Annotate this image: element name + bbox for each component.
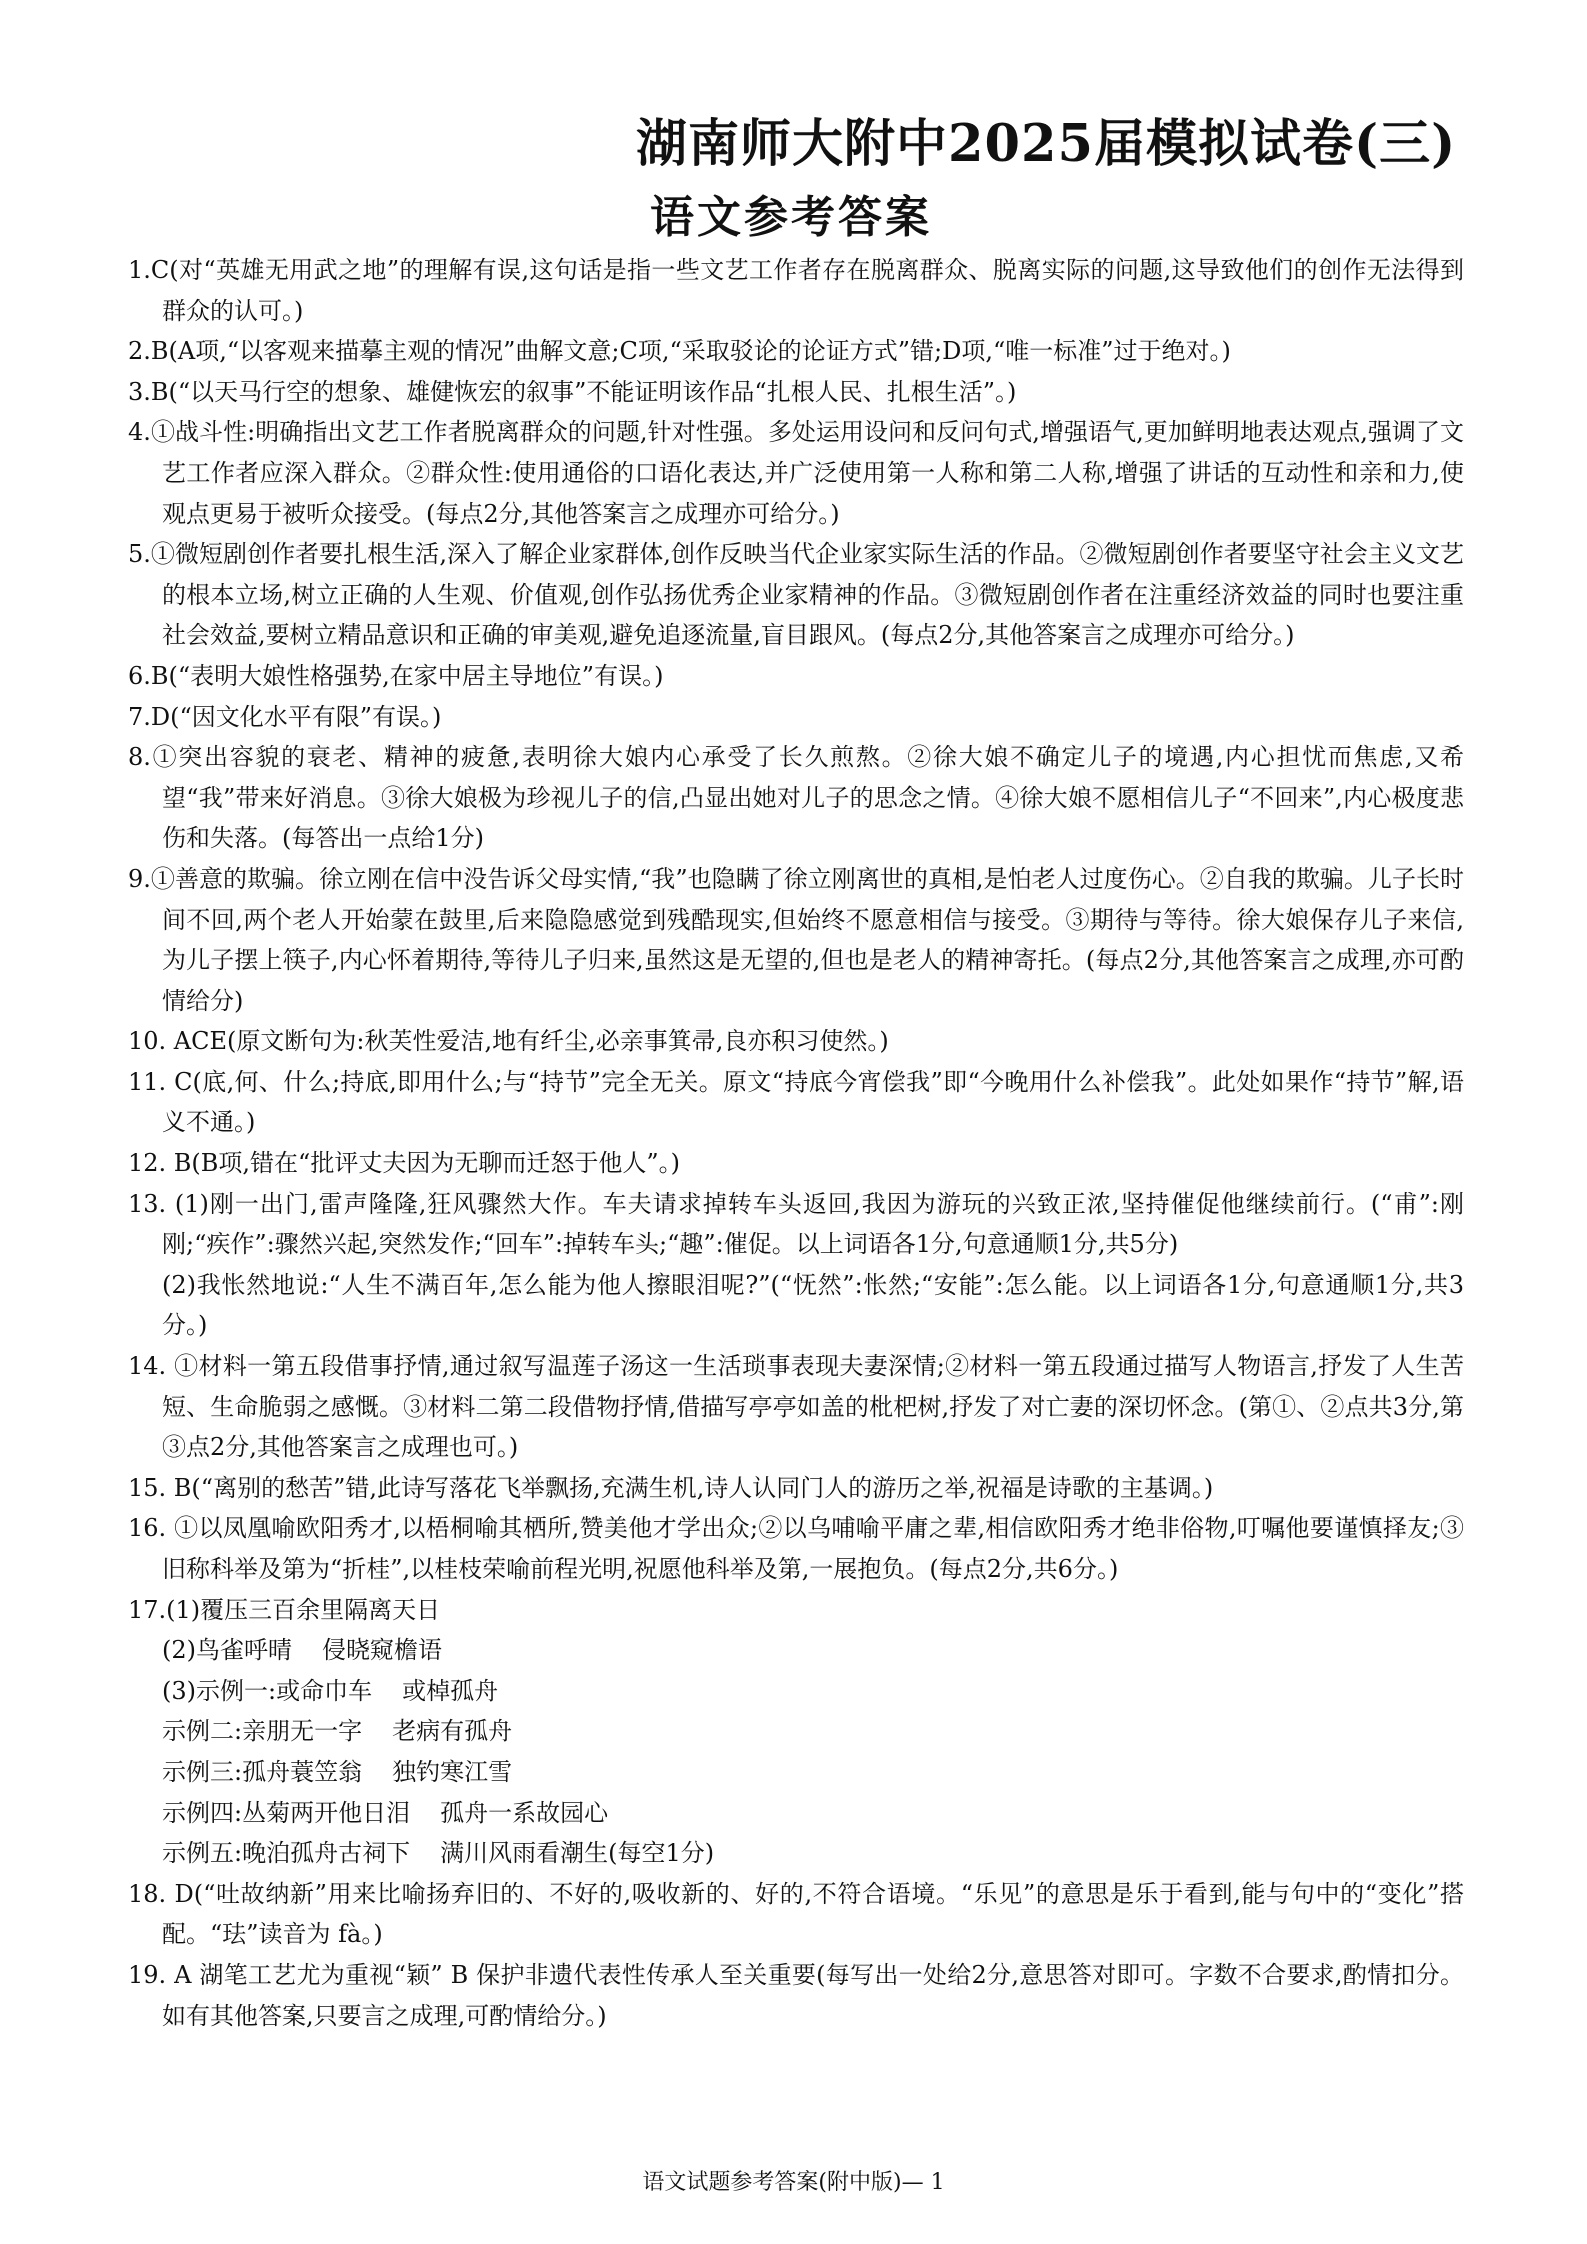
answer-item-14: 14. ①材料一第五段借事抒情,通过叙写温莲子汤这一生活琐事表现夫妻深情;②材料一第五段通过描写人物语言,抒发了人生苦短、生命脆弱之感慨。③材料二第二段借物抒情,借描写亭亭如盖的枇杷树,抒发了对亡妻的深切怀念。(第①、②点共3分,第③点2分,其他答案言之成理也可。) [128, 1352, 1464, 1462]
answer-item-5: 5.①微短剧创作者要扎根生活,深入了解企业家群体,创作反映当代企业家实际生活的作品。②微短剧创作者要坚守社会主义文艺的根本立场,树立正确的人生观、价值观,创作弘扬优秀企业家精神的作品。③微短剧创作者在注重经济效益的同时也要注重社会效益,要树立精品意识和正确的审美观,避免追逐流量,盲目跟风。(每点2分,其他答案言之成理亦可给分。) [128, 540, 1464, 650]
answer-item-11: 11. C(底,何、什么;持底,即用什么;与“持节”完全无关。原文“持底今宵偿我”即“今晚用什么补偿我”。此处如果作“持节”解,语义不通。) [128, 1067, 1464, 1137]
answer-item-8: 8.①突出容貌的衰老、精神的疲惫,表明徐大娘内心承受了长久煎熬。②徐大娘不确定儿子的境遇,内心担忧而焦虑,又希望“我”带来好消息。③徐大娘极为珍视儿子的信,凸显出她对儿子的思念之情。④徐大娘不愿相信儿子“不回来”,内心极度悲伤和失落。(每答出一点给1分) [128, 743, 1464, 853]
answer-17-line-1-a: (1)覆压三百余里 [166, 1595, 345, 1624]
answer-17-line-7-a: 示例五:晚泊孤舟古祠下 [162, 1839, 411, 1868]
answer-17-line-4-b: 老病有孤舟 [392, 1717, 513, 1746]
answer-item-2: 2.B(A项,“以客观来描摹主观的情况”曲解文意;C项,“采取驳论的论证方式”错;D项,“唯一标准”过于绝对。) [128, 337, 1231, 366]
answer-item-17 [128, 1590, 1464, 1874]
answer-item-6: 6.B(“表明大娘性格强势,在家中居主导地位”有误。) [128, 661, 664, 690]
page-footer: 语文试题参考答案(附中版)— 1 [642, 2170, 945, 2195]
answer-item-16: 16. ①以凤凰喻欧阳秀才,以梧桐喻其栖所,赞美他才学出众;②以乌哺喻平庸之辈,相信欧阳秀才绝非俗物,叮嘱他要谨慎择友;③旧称科举及第为“折桂”,以桂枝荣喻前程光明,祝愿他科举及第,一展抱负。(每点2分,共6分。) [128, 1514, 1464, 1583]
answer-item-10: 10. ACE(原文断句为:秋芙性爱洁,地有纤尘,必亲事箕帚,良亦积习使然。) [128, 1027, 889, 1056]
answer-item-3: 3.B(“以天马行空的想象、雄健恢宏的叙事”不能证明该作品“扎根人民、扎根生活”。) [128, 377, 1017, 406]
answer-17-number: 17. [128, 1595, 167, 1624]
answer-17-line-2-b: 侵晓窥檐语 [322, 1636, 442, 1665]
answer-17-line-6-a: 示例四:丛菊两开他日泪 [162, 1798, 411, 1827]
answer-17-line-3-b: 或棹孤舟 [402, 1676, 499, 1705]
answer-17-line-7-b: 满川风雨看潮生(每空1分) [440, 1839, 715, 1868]
answer-17-line-5-a: 示例三:孤舟蓑笠翁 [162, 1757, 363, 1786]
answer-key-title: 语文参考答案 [650, 192, 932, 243]
answer-item-15: 15. B(“离别的愁苦”错,此诗写落花飞举飘扬,充满生机,诗人认同门人的游历之举,祝福是诗歌的主基调。) [128, 1473, 1214, 1502]
answer-item-17-line-1 [128, 1590, 1464, 1631]
answer-item-13-part1: 13. (1)刚一出门,雷声隆隆,狂风骤然大作。车夫请求掉转车头返回,我因为游玩的兴致正浓,坚持催促他继续前行。(“甫”:刚刚;“疾作”:骤然兴起,突然发作;“回车”:掉转车头;“趣”:催促。以上词语各1分,句意通顺1分,共5分) [128, 1189, 1464, 1259]
answer-item-18: 18. D(“吐故纳新”用来比喻扬弃旧的、不好的,吸收新的、好的,不符合语境。“乐见”的意思是乐于看到,能与句中的“变化”搭配。“珐”读音为 fà。) [128, 1879, 1464, 1949]
answer-list [128, 250, 1464, 2036]
answer-item-7: 7.D(“因文化水平有限”有误。) [128, 702, 442, 731]
answer-17-line-4-a: 示例二:亲朋无一字 [162, 1717, 363, 1746]
answer-item-17-line-6 [128, 1793, 1464, 1834]
answer-item-17-line-2 [128, 1630, 1464, 1671]
answer-item-19: 19. A 湖笔工艺尤为重视“颖” B 保护非遗代表性传承人至关重要(每写出一处给2分,意思答对即可。字数不合要求,酌情扣分。如有其他答案,只要言之成理,可酌情给分。) [128, 1960, 1464, 2030]
answer-17-line-1-b: 隔离天日 [344, 1595, 441, 1624]
answer-item-13-part2: (2)我怅然地说:“人生不满百年,怎么能为他人擦眼泪呢?”(“怃然”:怅然;“安能”:怎么能。以上词语各1分,句意通顺1分,共3分。) [162, 1270, 1464, 1340]
answer-17-line-5-b: 独钓寒江雪 [392, 1757, 513, 1786]
answer-item-17-line-5 [128, 1752, 1464, 1793]
answer-item-4: 4.①战斗性:明确指出文艺工作者脱离群众的问题,针对性强。多处运用设问和反问句式,增强语气,更加鲜明地表达观点,强调了文艺工作者应深入群众。②群众性:使用通俗的口语化表达,并广泛使用第一人称和第二人称,增强了讲话的互动性和亲和力,使观点更易于被听众接受。(每点2分,其他答案言之成理亦可给分。) [128, 418, 1464, 528]
answer-item-1: 1.C(对“英雄无用武之地”的理解有误,这句话是指一些文艺工作者存在脱离群众、脱离实际的问题,这导致他们的创作无法得到群众的认可。) [128, 256, 1464, 325]
exam-title: 湖南师大附中2025届模拟试卷(三) [636, 114, 1457, 174]
answer-17-line-6-b: 孤舟一系故园心 [440, 1798, 609, 1827]
answer-item-17-line-4 [128, 1711, 1464, 1752]
answer-17-line-3-a: (3)示例一:或命巾车 [162, 1676, 373, 1705]
answer-item-17-line-3 [128, 1671, 1464, 1712]
answer-item-9: 9.①善意的欺骗。徐立刚在信中没告诉父母实情,“我”也隐瞒了徐立刚离世的真相,是怕老人过度伤心。②自我的欺骗。儿子长时间不回,两个老人开始蒙在鼓里,后来隐隐感觉到残酷现实,但始终不愿意相信与接受。③期待与等待。徐大娘保存儿子来信,为儿子摆上筷子,内心怀着期待,等待儿子归来,虽然这是无望的,但也是老人的精神寄托。(每点2分,其他答案言之成理,亦可酌情给分) [128, 864, 1464, 1015]
answer-item-17-line-7 [128, 1833, 1464, 1874]
answer-item-12: 12. B(B项,错在“批评丈夫因为无聊而迁怒于他人”。) [128, 1149, 680, 1178]
answer-17-line-2-a: (2)鸟雀呼晴 [162, 1636, 292, 1665]
